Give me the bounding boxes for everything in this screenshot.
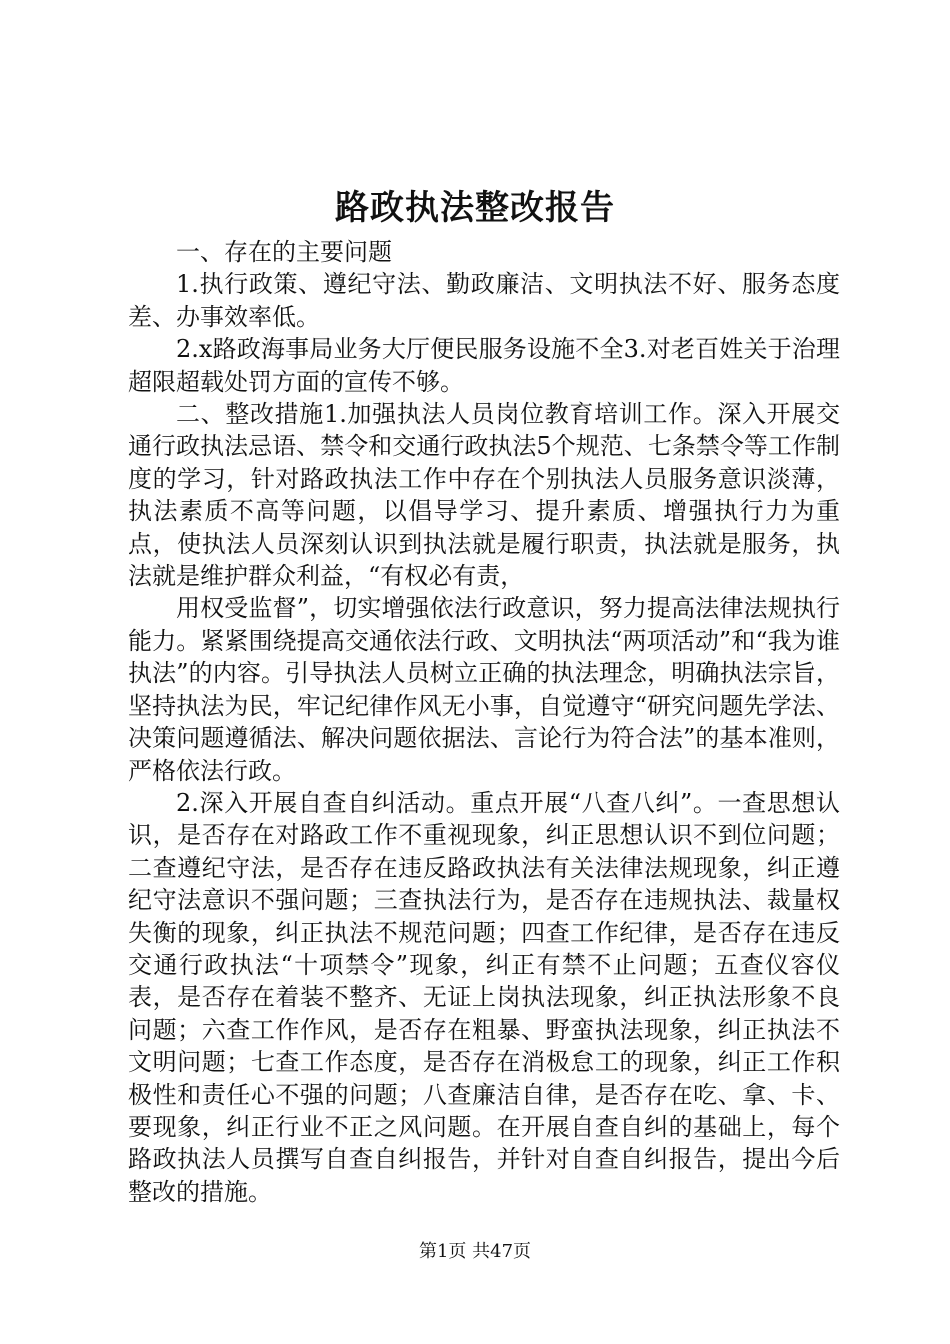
paragraph: 2.x路政海事局业务大厅便民服务设施不全3.对老百姓关于治理超限超载处罚方面的宣传不够。 bbox=[128, 335, 840, 396]
paragraph: 1.执行政策、遵纪守法、勤政廉洁、文明执法不好、服务态度差、办事效率低。 bbox=[128, 270, 840, 331]
document-title: 路政执法整改报告 bbox=[335, 188, 615, 228]
page-footer: 第1页 共47页 bbox=[418, 1241, 532, 1262]
paragraph: 一、存在的主要问题 bbox=[176, 238, 392, 266]
document-body bbox=[128, 236, 840, 1208]
paragraph: 用权受监督”，切实增强依法行政意识，努力提高法律法规执行能力。紧紧围绕提高交通依法行政、文明执法“两项活动”和“我为谁执法”的内容。引导执法人员树立正确的执法理念，明确执法宗旨，坚持执法为民，牢记纪律作风无小事，自觉遵守“研究问题先学法、决策问题遵循法、解决问题依据法、言论行为符合法”的基本准则，严格依法行政。 bbox=[128, 594, 840, 785]
paragraph: 2.深入开展自查自纠活动。重点开展“八查八纠”。一查思想认识，是否存在对路政工作不重视现象，纠正思想认识不到位问题；二查遵纪守法，是否存在违反路政执法有关法律法规现象，纠正遵纪守法意识不强问题；三查执法行为，是否存在违规执法、裁量权失衡的现象，纠正执法不规范问题；四查工作纪律，是否存在违反交通行政执法“十项禁令”现象，纠正有禁不止问题；五查仪容仪表，是否存在着装不整齐、无证上岗执法现象，纠正执法形象不良问题；六查工作作风，是否存在粗暴、野蛮执法现象，纠正执法不文明问题；七查工作态度，是否存在消极怠工的现象，纠正工作积极性和责任心不强的问题；八查廉洁自律，是否存在吃、拿、卡、要现象，纠正行业不正之风问题。在开展自查自纠的基础上，每个路政执法人员撰写自查自纠报告，并针对自查自纠报告，提出今后整改的措施。 bbox=[128, 788, 840, 1206]
paragraph: 二、整改措施1.加强执法人员岗位教育培训工作。深入开展交通行政执法忌语、禁令和交通行政执法5个规范、七条禁令等工作制度的学习，针对路政执法工作中存在个别执法人员服务意识淡薄，执法素质不高等问题，以倡导学习、提升素质、增强执行力为重点，使执法人员深刻认识到执法就是履行职责，执法就是服务，执法就是维护群众利益，“有权必有责， bbox=[128, 400, 840, 591]
